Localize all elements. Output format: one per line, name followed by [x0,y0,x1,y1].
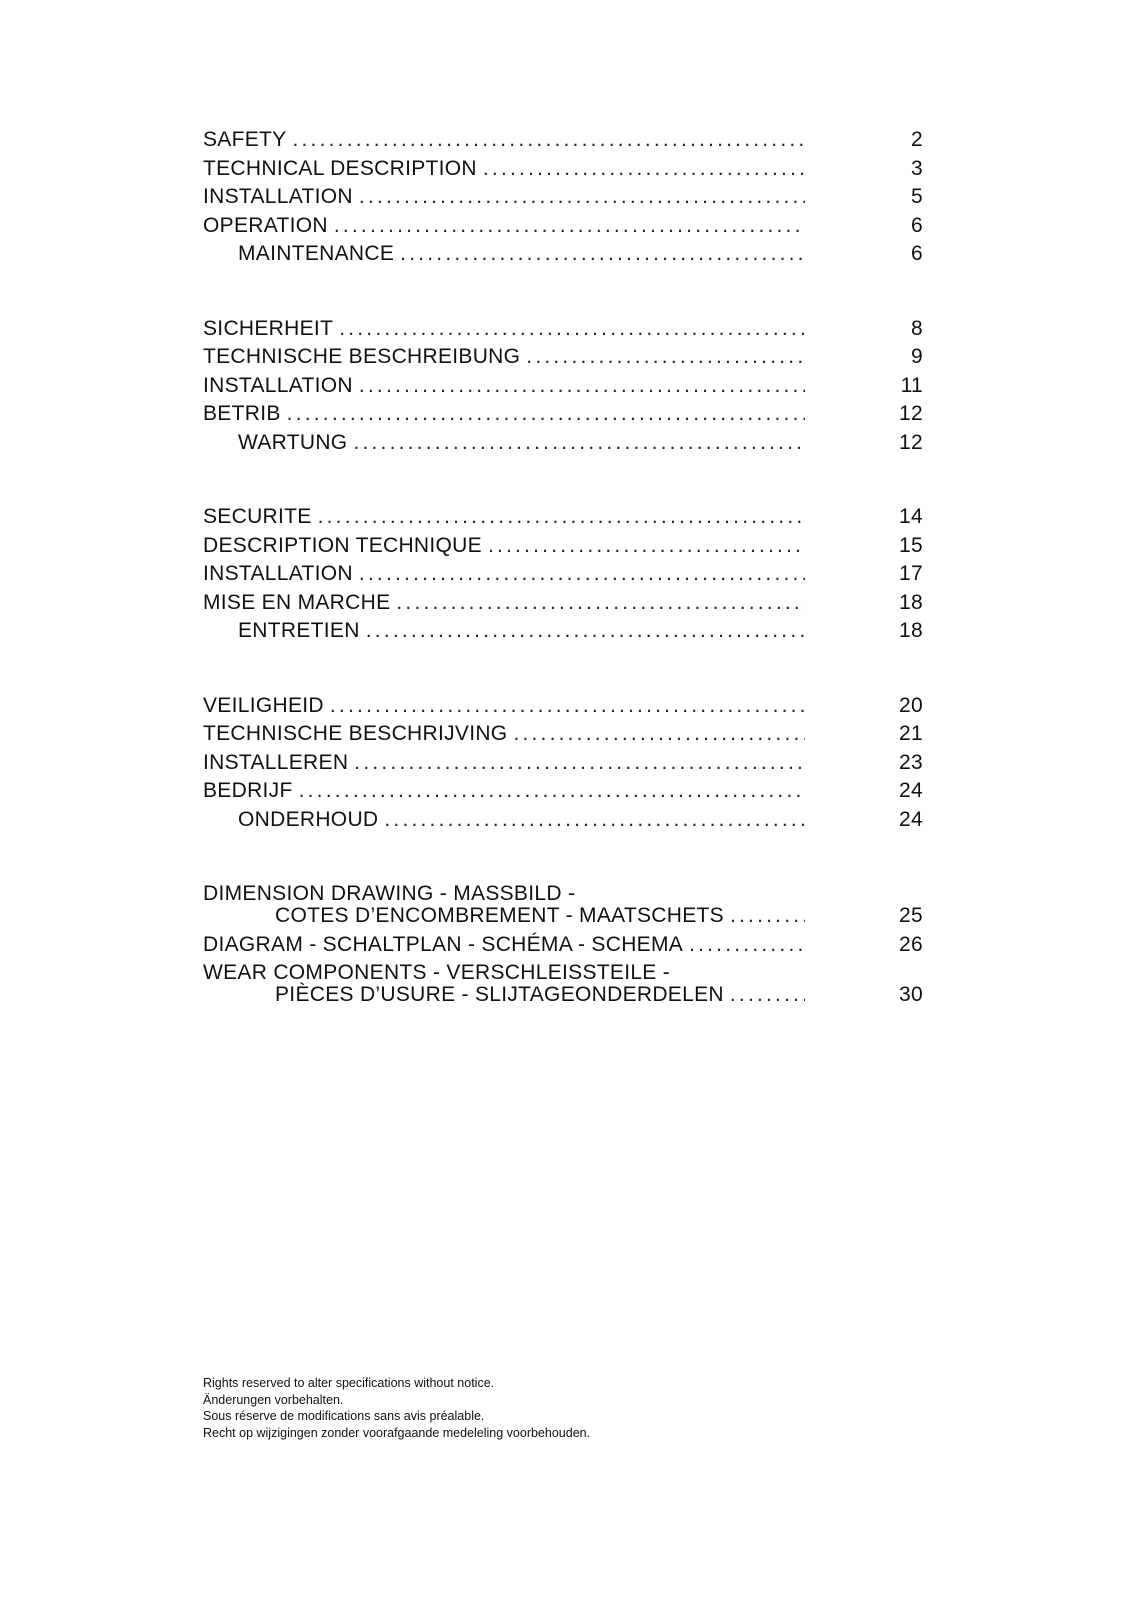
toc-entry-label: BEDRIJF [203,779,293,802]
footer-line-fr: Sous réserve de modifications sans avis préalable. [203,1409,485,1423]
toc-entry-label: INSTALLEREN [203,750,349,774]
toc-entry-page: 12 [899,430,923,454]
toc-entry-page: 14 [899,505,923,528]
toc-entry-label: WEAR COMPONENTS - VERSCHLEISSTEILE - [203,961,671,984]
dot-leader [730,904,805,928]
toc-entry[interactable] [203,128,923,157]
toc-subentry[interactable] [203,431,923,460]
toc-group-english [203,128,923,271]
toc-entry-label: INSTALLATION [203,185,353,208]
toc-entry-label: SICHERHEIT [203,316,334,340]
toc-entry-label: DIMENSION DRAWING - MASSBILD - [203,882,576,905]
toc-entry[interactable] [203,157,923,186]
toc-entry-label: DESCRIPTION TECHNIQUE [203,533,482,557]
toc-entry-label: ENTRETIEN [238,619,360,642]
toc-entry-page: 3 [911,156,923,180]
toc-entry-page: 6 [911,213,923,237]
toc-entry-page: 18 [899,619,923,642]
toc-entry[interactable] [203,779,923,808]
dot-leader [488,534,805,558]
toc-entry-label: ONDERHOUD [238,807,379,831]
dot-leader [330,694,805,718]
toc-entry-page: 26 [899,932,923,956]
dot-leader [396,591,805,615]
dot-leader [359,562,805,586]
toc-group-french [203,505,923,648]
toc-entry-label: COTES D’ENCOMBREMENT - MAATSCHETS [275,904,724,927]
dot-leader [287,402,805,426]
toc-entry[interactable] [203,694,923,723]
footer-line-nl: Recht op wijzigingen zonder voorafgaande medeleling voorbehouden. [203,1425,591,1440]
toc-entry-label: DIAGRAM - SCHALTPLAN - SCHÉMA - SCHEMA [203,932,684,956]
toc-entry[interactable] [203,562,923,591]
dot-leader [359,374,805,398]
toc-entry-label: PIÈCES D’USURE - SLIJTAGEONDERDELEN [275,983,724,1006]
toc-entry[interactable] [203,402,923,431]
toc-entry-label: MAINTENANCE [238,242,395,265]
toc-entry-page: 8 [911,316,923,340]
footer-line-en: Rights reserved to alter specifications without notice. [203,1376,495,1390]
toc-entry-page: 23 [899,750,923,774]
toc-entry-page: 24 [899,807,923,831]
toc-entry-label: INSTALLATION [203,562,353,585]
toc-entry-diagram[interactable] [203,933,923,962]
footer-line-de: Änderungen vorbehalten. [203,1392,344,1407]
toc-entry-page: 9 [911,345,923,368]
dot-leader [354,751,805,775]
toc-entry-page: 18 [899,590,923,614]
dot-leader [353,431,805,455]
dot-leader [483,157,805,181]
toc-entry-page: 17 [899,562,923,585]
toc-entry[interactable] [203,722,923,751]
toc-entry-page: 11 [900,373,923,397]
toc-entry-dimension[interactable] [203,904,923,933]
toc-entry-page: 12 [899,402,923,425]
toc-entry[interactable] [203,374,923,403]
dot-leader [689,933,805,957]
toc-entry[interactable] [203,591,923,620]
toc-subentry[interactable] [203,242,923,271]
dot-leader [513,722,805,746]
toc-entry[interactable] [203,505,923,534]
toc-entry-page: 20 [899,693,923,717]
dot-leader [400,242,805,266]
toc-entry-label: INSTALLATION [203,373,353,397]
toc-entry-page: 5 [911,185,923,208]
dot-leader [366,619,805,643]
toc-entry-label: TECHNISCHE BESCHRIJVING [203,722,508,745]
table-of-contents [203,128,923,1058]
toc-entry[interactable] [203,214,923,243]
dot-leader [339,317,805,341]
toc-entry[interactable] [203,751,923,780]
dot-leader [359,185,805,209]
dot-leader [730,983,805,1007]
toc-entry-label: SECURITE [203,505,312,528]
toc-entry-page: 24 [899,779,923,802]
toc-entry-page: 6 [911,242,923,265]
toc-entry-label: OPERATION [203,213,328,237]
dot-leader [292,128,805,152]
toc-entry-wear[interactable] [203,983,923,1012]
toc-subentry[interactable] [203,619,923,648]
dot-leader [384,808,805,832]
dot-leader [318,505,805,529]
toc-subentry[interactable] [203,808,923,837]
toc-entry-page: 25 [899,904,923,927]
toc-entry-page: 30 [899,983,923,1006]
toc-entry-wear-heading[interactable] [203,961,923,983]
toc-entry-label: SAFETY [203,128,287,151]
toc-entry[interactable] [203,345,923,374]
toc-entry-label: TECHNICAL DESCRIPTION [203,156,477,180]
toc-entry-page: 2 [911,128,923,151]
toc-group-dutch [203,694,923,837]
dot-leader [526,345,805,369]
toc-group-appendix [203,882,923,1012]
toc-entry-page: 15 [899,533,923,557]
toc-entry[interactable] [203,185,923,214]
dot-leader [299,779,805,803]
dot-leader [334,214,805,238]
toc-entry-page: 21 [899,722,923,745]
toc-entry-label: TECHNISCHE BESCHREIBUNG [203,345,521,368]
toc-entry-label: BETRIB [203,402,281,425]
toc-entry-dimension-heading[interactable] [203,882,923,904]
toc-entry-label: WARTUNG [238,430,348,454]
toc-entry-label: VEILIGHEID [203,693,324,717]
toc-entry[interactable] [203,317,923,346]
toc-entry[interactable] [203,534,923,563]
footer-notice [203,1375,590,1441]
toc-group-german [203,317,923,460]
toc-entry-label: MISE EN MARCHE [203,590,391,614]
